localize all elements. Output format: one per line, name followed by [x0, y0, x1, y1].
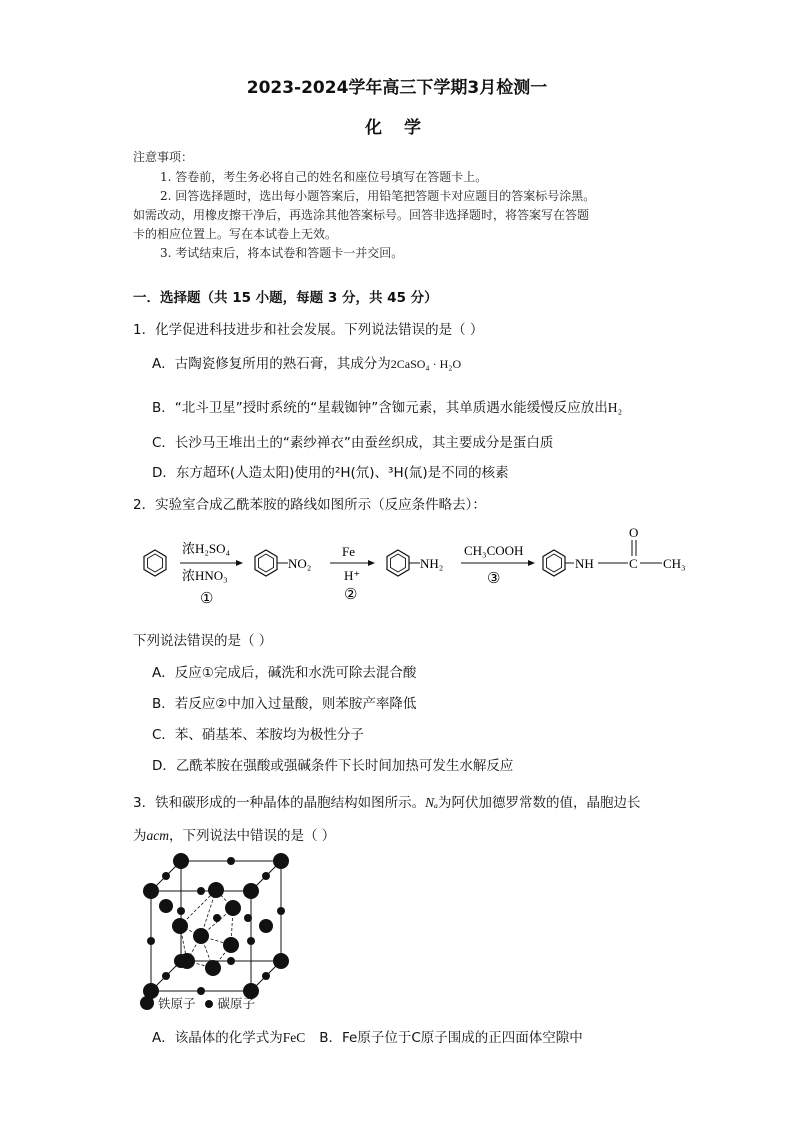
reagent-1-top: 浓H₂SO₄: [182, 541, 231, 556]
exam-title: 2023-2024学年高三下学期3月检测一: [246, 78, 548, 98]
reagent-1-bottom: 浓HNO₃: [182, 568, 228, 583]
q1-option-d: [152, 461, 509, 481]
q3-stem-b: 为阿伏加德罗常数的值，晶胞边长: [438, 795, 641, 811]
reagent-2-bottom: H⁺: [344, 568, 361, 583]
q3-stem-line-2: [133, 824, 335, 844]
q2-sub-stem: 下列说法错误的是（ ）: [133, 633, 273, 649]
benzene-ring-icon: [255, 550, 277, 576]
notice-line-1: 1. 答卷前，考生务必将自己的姓名和座位号填写在答题卡上。: [160, 170, 488, 184]
benzene-ring-icon: [543, 550, 565, 576]
benzene-ring-icon: [144, 550, 166, 576]
notice-line-2b: 如需改动，用橡皮擦干净后，再选涂其他答案标号。回答非选择题时，将答案写在答题: [133, 208, 590, 222]
q1-option-a-formula: 2CaSO₄ · H₂O: [390, 357, 462, 371]
q1-option-d-nuclide-2: ³H(氚): [388, 465, 428, 481]
legend-carbon-label: 碳原子: [217, 996, 255, 1011]
section-heading: 一．选择题（共 15 小题，每题 3 分，共 45 分）: [133, 290, 438, 306]
q1-option-b-formula: H₂: [607, 400, 623, 415]
q3-stem-line-1: [133, 791, 641, 811]
q3-avogadro-symbol: Nₐ: [425, 795, 439, 810]
notice-heading: 注意事项：: [133, 150, 194, 164]
q1-option-b: [152, 396, 622, 416]
unit-cell-legend: [140, 994, 255, 1012]
synthesis-scheme: [128, 525, 698, 610]
notice-line-2a: 2. 回答选择题时，选出每小题答案后，用铅笔把答题卡对应题目的答案标号涂黑。: [160, 189, 596, 203]
q3-stem-a: 3．铁和碳形成的一种晶体的晶胞结构如图所示。: [133, 795, 426, 811]
legend-iron-label: 铁原子: [157, 996, 196, 1011]
q3-stem-c-post: ，下列说法中错误的是（ ）: [169, 828, 336, 844]
carbonyl-oxygen: O: [629, 525, 639, 540]
subject-title: 化 学: [365, 118, 429, 138]
carbonyl-carbon: C: [629, 556, 638, 571]
step-2-label: ②: [344, 587, 358, 603]
q1-option-d-separator: 、: [374, 465, 389, 481]
carbon-atom-icon: [205, 1000, 213, 1008]
q1-option-d-pre: D．东方超环(人造太阳)使用的: [152, 465, 335, 481]
q2-option-c: C．苯、硝基苯、苯胺均为极性分子: [152, 727, 364, 743]
q3-option-b: B．Fe原子位于C原子围成的正四面体空隙中: [319, 1030, 583, 1046]
q1-option-c: C．长沙马王堆出土的“素纱禅衣”由蚕丝织成，其主要成分是蛋白质: [152, 435, 554, 451]
notice-line-2c: 卡的相应位置上。写在本试卷上无效。: [133, 227, 338, 241]
q1-option-b-text: B．“北斗卫星”授时系统的“星载铷钟”含铷元素，其单质遇水能缓慢反应放出: [152, 400, 608, 416]
q2-option-b: B．若反应②中加入过量酸，则苯胺产率降低: [152, 696, 417, 712]
q3-stem-c-pre: 为: [133, 828, 147, 844]
q3-edge-length: acm: [146, 828, 169, 843]
amide-nh: NH: [575, 556, 594, 571]
reagent-2-top: Fe: [342, 544, 355, 559]
reagent-3-top: CH₃COOH: [464, 543, 524, 558]
nitro-group: NO₂: [288, 556, 312, 571]
q2-stem: 2．实验室合成乙酰苯胺的路线如图所示（反应条件略去）：: [133, 497, 486, 513]
step-1-label: ①: [200, 591, 214, 607]
q1-option-d-post: 是不同的核素: [427, 465, 509, 481]
methyl-group: CH₃: [663, 556, 686, 571]
notice-line-3: 3. 考试结束后，将本试卷和答题卡一并交回。: [160, 246, 404, 260]
q1-option-d-nuclide-1: ²H(氘): [334, 465, 375, 481]
benzene-ring-icon: [387, 550, 409, 576]
q3-option-a-text: A．该晶体的化学式为: [152, 1030, 283, 1046]
q3-option-a-formula: FeC: [282, 1030, 306, 1045]
step-3-label: ③: [487, 571, 501, 587]
q1-stem: 1．化学促进科技进步和社会发展。下列说法错误的是（ ）: [133, 322, 484, 338]
q3-options-row: [152, 1026, 583, 1046]
iron-atom-icon: [140, 996, 154, 1010]
q2-option-a: A．反应①完成后，碱洗和水洗可除去混合酸: [152, 665, 417, 681]
unit-cell-figure: [135, 848, 305, 1013]
q2-option-d: D．乙酰苯胺在强酸或强碱条件下长时间加热可发生水解反应: [152, 758, 514, 774]
q1-option-a-text: A．古陶瓷修复所用的熟石膏，其成分为: [152, 356, 391, 372]
q1-option-a: [152, 352, 461, 372]
amino-group: NH₂: [420, 556, 444, 571]
